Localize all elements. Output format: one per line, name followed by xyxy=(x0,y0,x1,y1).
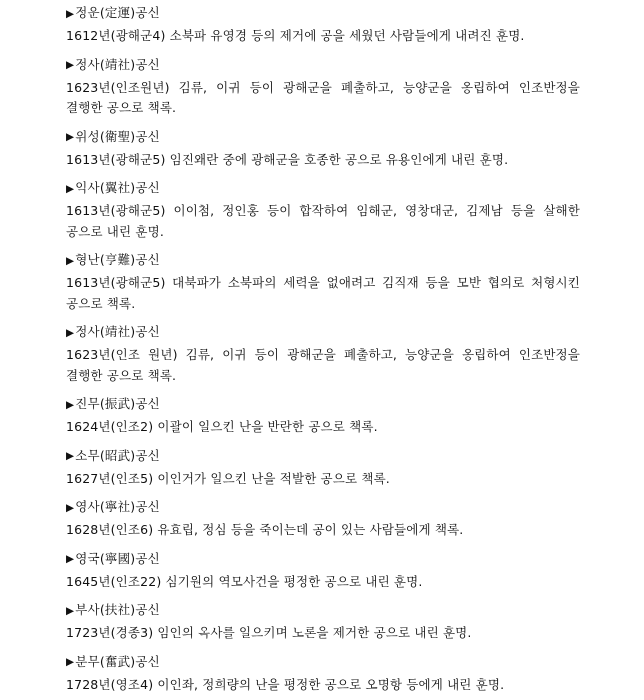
entry-title: 정사(靖社)공신 xyxy=(75,57,160,72)
entry-heading xyxy=(66,175,580,198)
entry-heading xyxy=(66,319,580,342)
entry-heading xyxy=(66,443,580,466)
list-item xyxy=(66,391,580,443)
list-item xyxy=(66,52,580,124)
triangle-bullet-icon: ▶ xyxy=(66,180,74,198)
entry-description: 1613년(광해군5) 임진왜란 중에 광해군을 호종한 공으로 유용인에게 내린 훈명. xyxy=(66,147,580,176)
document-page xyxy=(66,0,580,652)
entry-heading xyxy=(66,494,580,517)
list-item xyxy=(66,443,580,495)
entry-heading xyxy=(66,597,580,620)
entry-title: 익사(翼社)공신 xyxy=(75,180,160,195)
entry-heading xyxy=(66,546,580,569)
triangle-bullet-icon: ▶ xyxy=(66,56,74,74)
triangle-bullet-icon: ▶ xyxy=(66,499,74,517)
triangle-bullet-icon: ▶ xyxy=(66,550,74,568)
entry-description: 1645년(인조22) 심기원의 역모사건을 평정한 공으로 내린 훈명. xyxy=(66,569,580,598)
triangle-bullet-icon: ▶ xyxy=(66,602,74,620)
entry-title: 형난(亨難)공신 xyxy=(75,252,160,267)
triangle-bullet-icon: ▶ xyxy=(66,252,74,270)
entry-description: 1613년(광해군5) 대북파가 소북파의 세력을 없애려고 김직재 등을 모반 협의로 처형시킨 공으로 책록. xyxy=(66,270,580,319)
entry-description: 1728년(영조4) 이인좌, 정희량의 난을 평정한 공으로 오명항 등에게 내린 훈명. xyxy=(66,672,580,700)
list-item xyxy=(66,247,580,319)
entry-title: 정운(定運)공신 xyxy=(75,5,160,20)
list-item xyxy=(66,175,580,247)
entry-heading xyxy=(66,247,580,270)
entry-title: 진무(振武)공신 xyxy=(75,396,160,411)
list-item xyxy=(66,319,580,391)
entry-description: 1613년(광해군5) 이이첨, 정인홍 등이 합작하여 임해군, 영창대군, 김제남 등을 살해한 공으로 내린 훈명. xyxy=(66,198,580,247)
entry-description: 1627년(인조5) 이인거가 일으킨 난을 적발한 공으로 책록. xyxy=(66,466,580,495)
list-item xyxy=(66,597,580,649)
entry-title: 위성(衛聖)공신 xyxy=(75,129,160,144)
triangle-bullet-icon: ▶ xyxy=(66,324,74,342)
entry-title: 부사(扶社)공신 xyxy=(75,602,160,617)
entry-title: 영국(寧國)공신 xyxy=(75,551,160,566)
triangle-bullet-icon: ▶ xyxy=(66,447,74,465)
entry-heading xyxy=(66,391,580,414)
list-item xyxy=(66,546,580,598)
entry-description: 1623년(인조원년) 김류, 이귀 등이 광해군을 폐출하고, 능양군을 옹립하여 인조반정을 결행한 공으로 책록. xyxy=(66,75,580,124)
triangle-bullet-icon: ▶ xyxy=(66,128,74,146)
entry-description: 1723년(경종3) 임인의 옥사를 일으키며 노론을 제거한 공으로 내린 훈명. xyxy=(66,620,580,649)
entry-title: 정사(靖社)공신 xyxy=(75,324,160,339)
entry-heading xyxy=(66,52,580,75)
entry-title: 영사(寧社)공신 xyxy=(75,499,160,514)
entry-title: 소무(昭武)공신 xyxy=(75,448,160,463)
entry-heading xyxy=(66,0,580,23)
entry-heading xyxy=(66,124,580,147)
list-item xyxy=(66,494,580,546)
triangle-bullet-icon: ▶ xyxy=(66,653,74,671)
entry-description: 1623년(인조 원년) 김류, 이귀 등이 광해군을 폐출하고, 능양군을 옹립하여 인조반정을 결행한 공으로 책록. xyxy=(66,342,580,391)
list-item xyxy=(66,0,580,52)
entry-description: 1628년(인조6) 유효립, 정심 등을 죽이는데 공이 있는 사람들에게 책록. xyxy=(66,517,580,546)
triangle-bullet-icon: ▶ xyxy=(66,5,74,23)
list-item xyxy=(66,649,580,700)
triangle-bullet-icon: ▶ xyxy=(66,396,74,414)
entry-description: 1624년(인조2) 이괄이 일으킨 난을 반란한 공으로 책록. xyxy=(66,414,580,443)
entry-description: 1612년(광해군4) 소북파 유영경 등의 제거에 공을 세웠던 사람들에게 내려진 훈명. xyxy=(66,23,580,52)
entry-title: 분무(奮武)공신 xyxy=(75,654,160,669)
list-item xyxy=(66,124,580,176)
